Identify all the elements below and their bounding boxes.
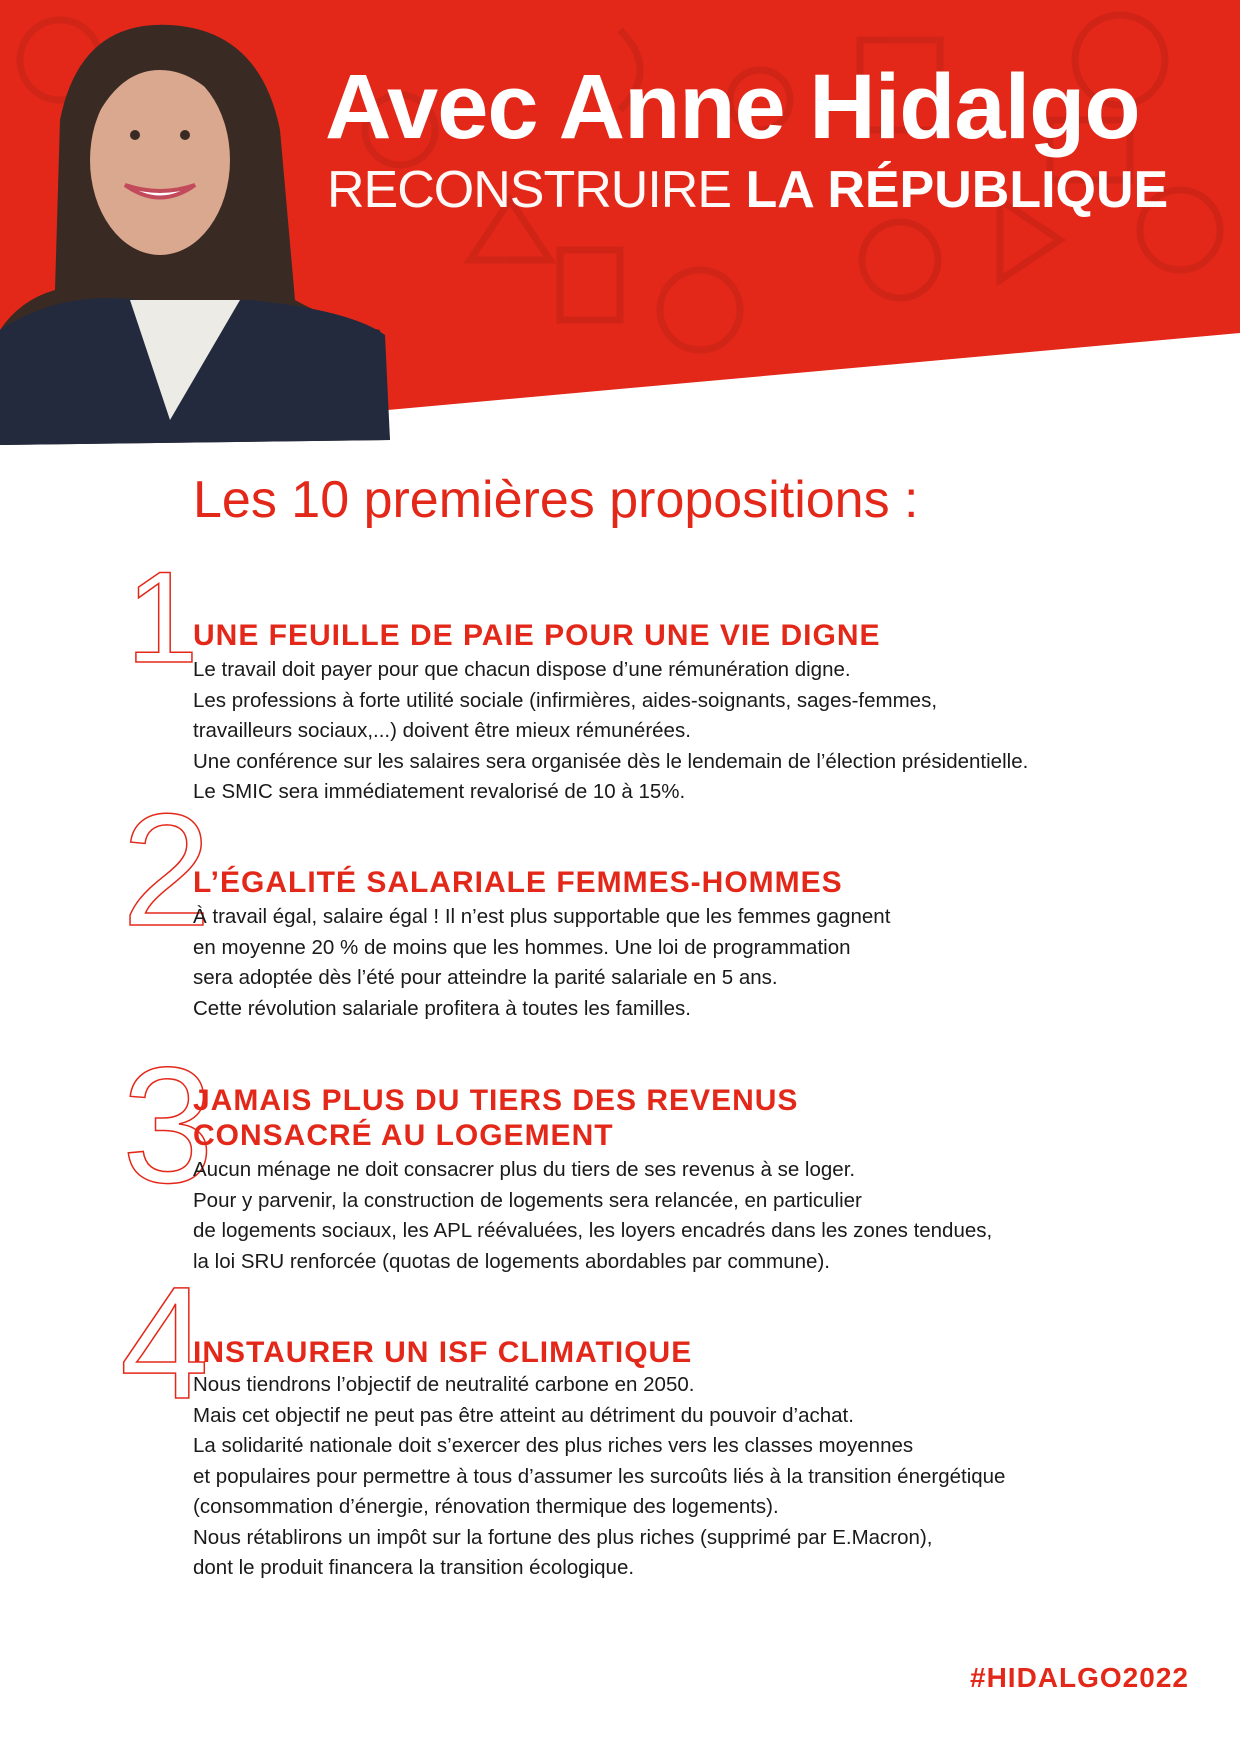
body-line: Le SMIC sera immédiatement revalorisé de 10 à 15%. xyxy=(193,780,686,803)
svg-text:4: 4 xyxy=(120,1275,209,1405)
body-line: de logements sociaux, les APL réévaluées, les loyers encadrés dans les zones tendues, xyxy=(193,1219,993,1242)
page-subtitle xyxy=(327,160,1168,220)
proposition-title: UNE FEUILLE DE PAIE POUR UNE VIE DIGNE xyxy=(193,619,881,652)
proposition-body xyxy=(193,655,1028,808)
body-line: Mais cet objectif ne peut pas être atteint au détriment du pouvoir d’achat. xyxy=(193,1403,854,1427)
proposition-body xyxy=(193,1370,1005,1584)
proposition-title: L’ÉGALITÉ SALARIALE FEMMES-HOMMES xyxy=(193,866,843,899)
proposition-body xyxy=(193,902,890,1024)
subtitle-light: RECONSTRUIRE xyxy=(327,161,732,219)
svg-text:2: 2 xyxy=(122,800,211,930)
body-line: la loi SRU renforcée (quotas de logements abordables par commune). xyxy=(193,1249,830,1273)
subtitle-bold: LA RÉPUBLIQUE xyxy=(745,161,1169,219)
body-line: dont le produit financera la transition écologique. xyxy=(193,1556,635,1579)
body-line: La solidarité nationale doit s’exercer des plus riches vers les classes moyennes xyxy=(193,1434,914,1457)
body-line: (consommation d’énergie, rénovation thermique des logements). xyxy=(193,1495,779,1518)
svg-text:3: 3 xyxy=(122,1052,214,1187)
body-line: Nous rétablirons un impôt sur la fortune des plus riches (supprimé par E.Macron), xyxy=(193,1525,933,1549)
body-line: sera adoptée dès l’été pour atteindre la parité salariale en 5 ans. xyxy=(193,966,778,989)
page-title: Avec Anne Hidalgo xyxy=(325,56,1140,158)
body-line: Le travail doit payer pour que chacun dispose d’une rémunération digne. xyxy=(193,658,851,681)
body-line: Les professions à forte utilité sociale (infirmières, aides-soignants, sages-femmes, xyxy=(193,688,938,712)
body-line: Pour y parvenir, la construction de logements sera relancée, en particulier xyxy=(193,1188,862,1212)
svg-text:1: 1 xyxy=(126,560,199,670)
proposition-title: JAMAIS PLUS DU TIERS DES REVENUS xyxy=(193,1084,799,1117)
body-line: travailleurs sociaux,...) doivent être mieux rémunérées. xyxy=(193,719,691,742)
hashtag: #HIDALGO2022 xyxy=(970,1662,1189,1693)
section-heading: Les 10 premières propositions : xyxy=(193,471,919,529)
number-outline-1 xyxy=(118,560,218,670)
body-line: Une conférence sur les salaires sera organisée dès le lendemain de l’élection présidentielle. xyxy=(193,749,1029,773)
body-line: Cette révolution salariale profitera à toutes les familles. xyxy=(193,996,691,1020)
body-line: À travail égal, salaire égal ! Il n’est plus supportable que les femmes gagnent xyxy=(193,905,891,928)
body-line: en moyenne 20 % de moins que les hommes. Une loi de programmation xyxy=(193,935,851,959)
proposition-body xyxy=(193,1155,992,1277)
body-line: Nous tiendrons l’objectif de neutralité carbone en 2050. xyxy=(193,1373,695,1396)
body-line: Aucun ménage ne doit consacrer plus du tiers de ses revenus à se loger. xyxy=(193,1158,856,1181)
proposition-title-line2: CONSACRÉ AU LOGEMENT xyxy=(193,1119,614,1152)
proposition-title: INSTAURER UN ISF CLIMATIQUE xyxy=(193,1336,693,1369)
body-line: et populaires pour permettre à tous d’assumer les surcoûts liés à la transition énergétique xyxy=(193,1464,1006,1488)
